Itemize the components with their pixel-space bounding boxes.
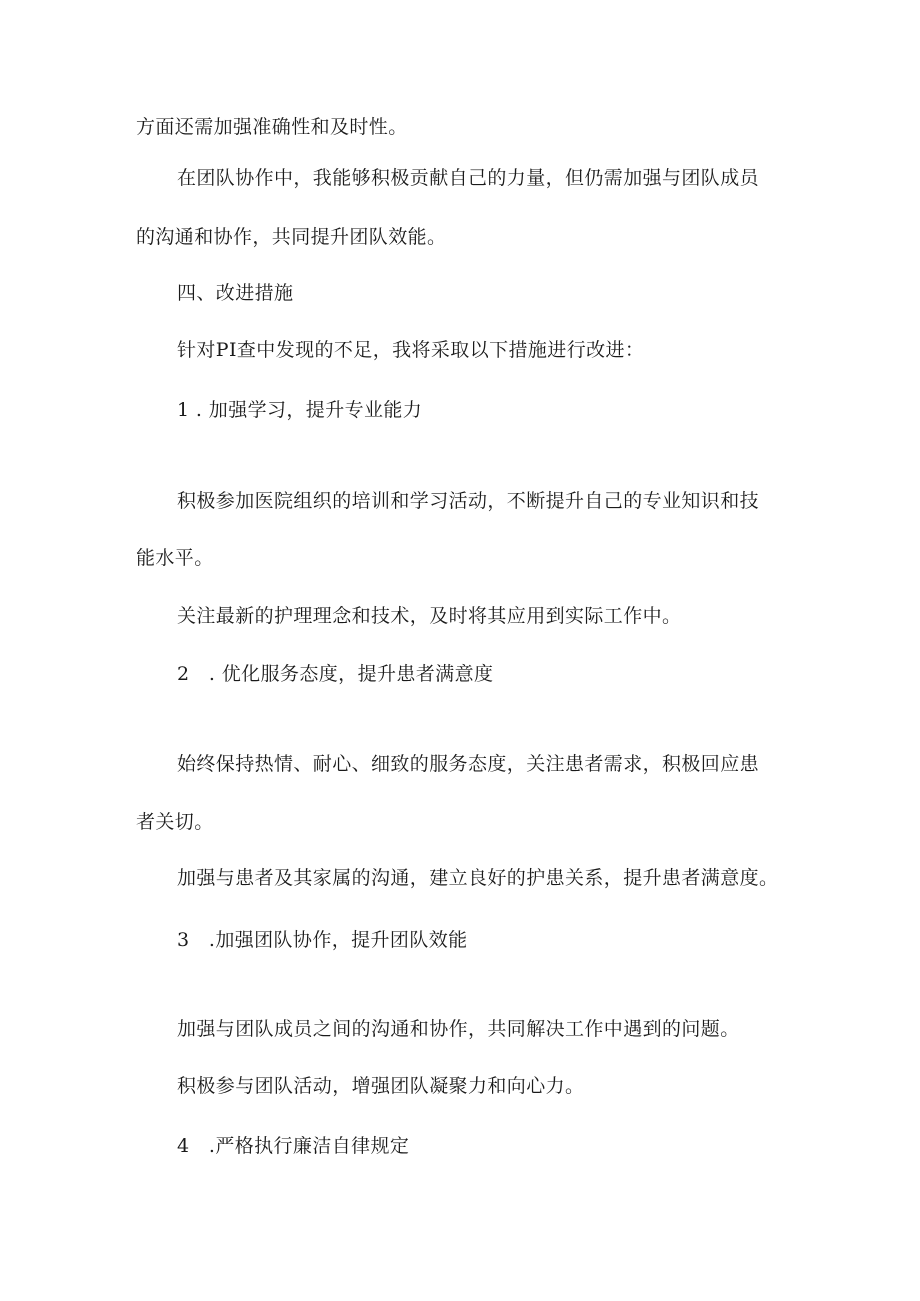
paragraph-item3-point-2: 积极参与团队活动，增强团队凝聚力和向心力。 [177, 1075, 585, 1097]
item-heading-1: 1 . 加强学习，提升专业能力 [177, 399, 423, 421]
paragraph-item3-point-1: 加强与团队成员之间的沟通和协作，共同解决工作中遇到的问题。 [177, 1018, 740, 1040]
paragraph-line-continuation: 方面还需加强准确性和及时性。 [136, 116, 408, 138]
item-heading-2: 2 . 优化服务态度，提升患者满意度 [177, 663, 494, 685]
paragraph-item2-line-2: 者关切。 [136, 811, 214, 833]
item-heading-3: 3 .加强团队协作，提升团队效能 [177, 929, 468, 951]
paragraph-item1-line-1: 积极参加医院组织的培训和学习活动，不断提升自己的专业知识和技 [177, 490, 760, 512]
paragraph-teamwork-line-2: 的沟通和协作，共同提升团队效能。 [136, 226, 447, 248]
section-heading-improvements: 四、改进措施 [177, 282, 294, 304]
item-heading-4: 4 .严格执行廉洁自律规定 [177, 1135, 410, 1157]
paragraph-item2-line-1: 始终保持热情、耐心、细致的服务态度，关注患者需求，积极回应患 [177, 753, 760, 775]
paragraph-item1-point-2: 关注最新的护理理念和技术，及时将其应用到实际工作中。 [177, 605, 682, 627]
paragraph-item2-point-2: 加强与患者及其家属的沟通，建立良好的护患关系，提升患者满意度。 [177, 867, 779, 889]
paragraph-teamwork-line-1: 在团队协作中，我能够积极贡献自己的力量，但仍需加强与团队成员 [177, 167, 760, 189]
paragraph-item1-line-2: 能水平。 [136, 547, 214, 569]
paragraph-intro: 针对PI查中发现的不足，我将采取以下措施进行改进： [177, 339, 645, 361]
